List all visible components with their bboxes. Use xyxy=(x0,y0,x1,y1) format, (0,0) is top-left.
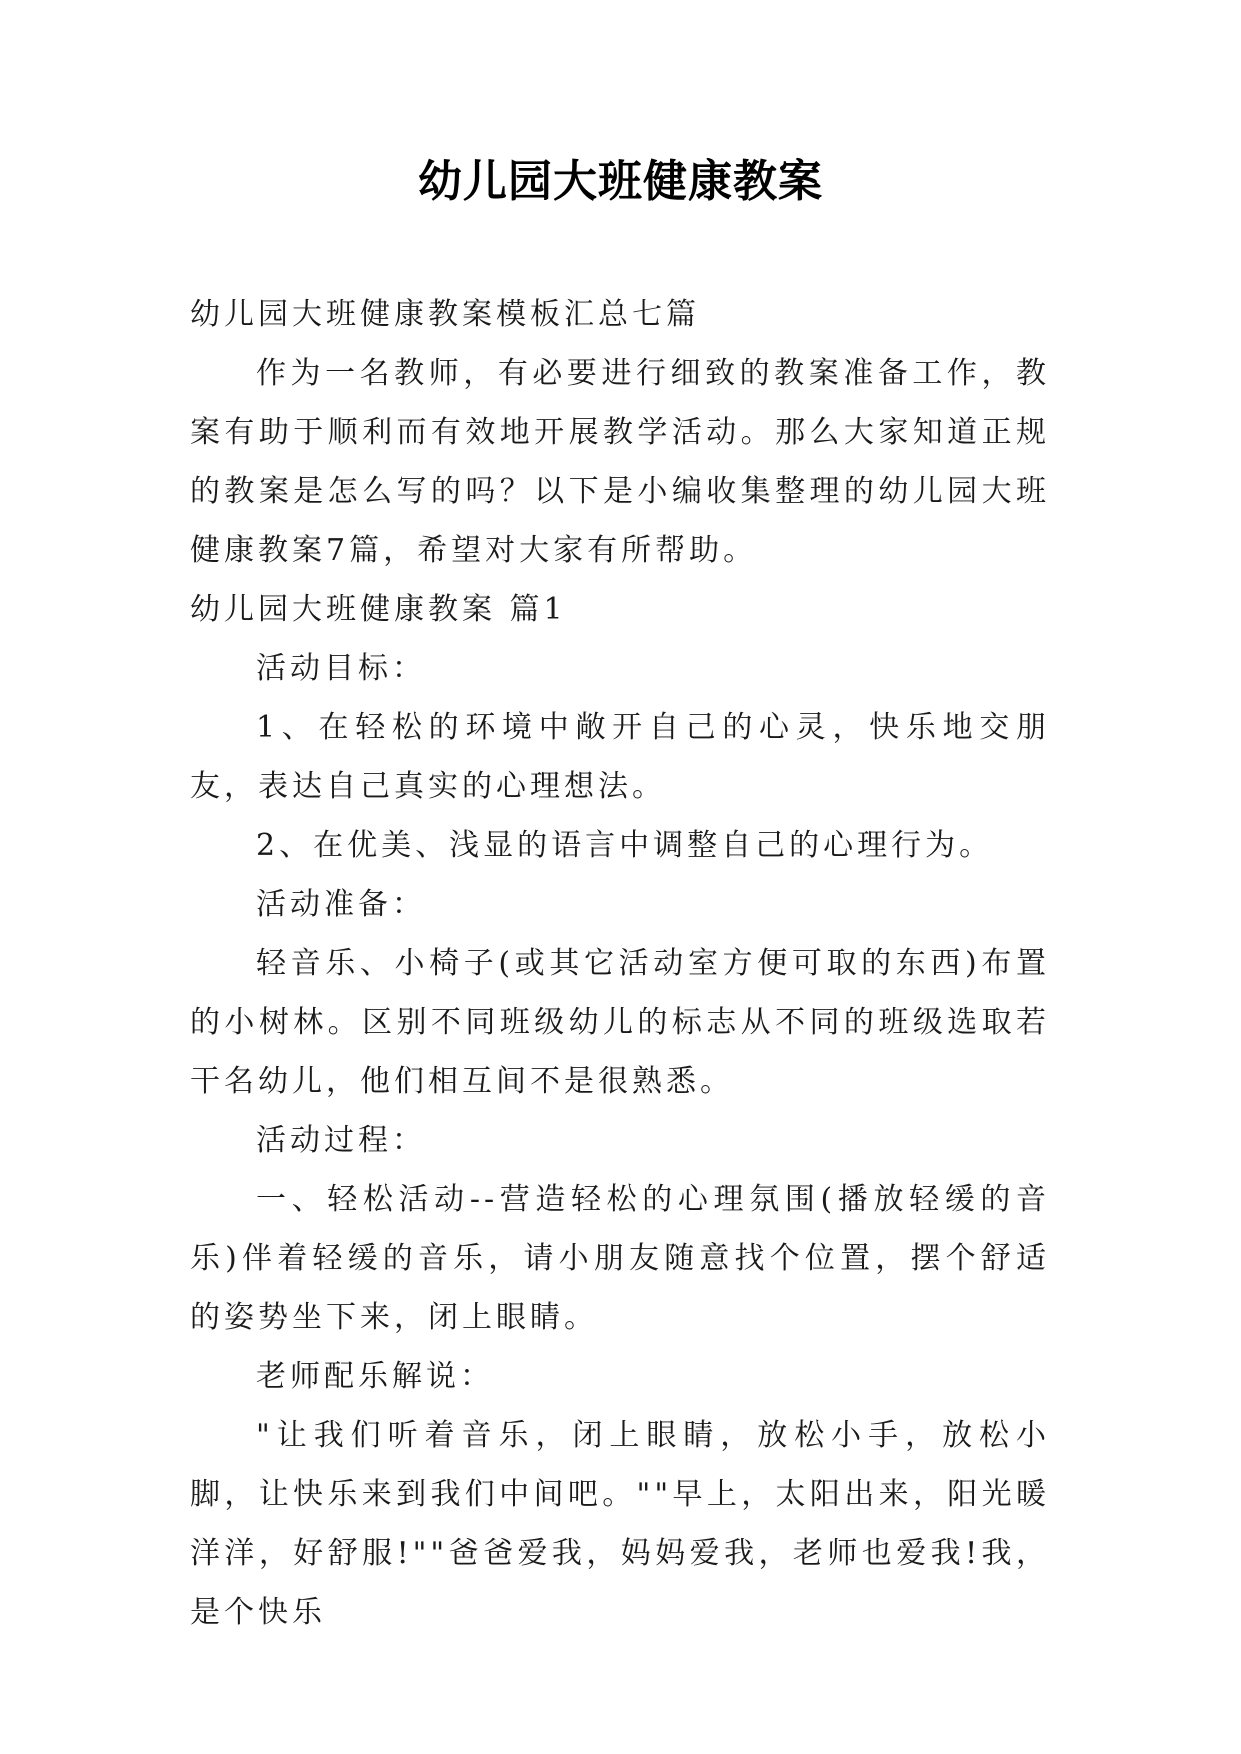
section-heading: 幼儿园大班健康教案 篇1 xyxy=(190,592,567,627)
goals-heading: 活动目标： xyxy=(256,651,426,686)
narration-heading: 老师配乐解说： xyxy=(256,1359,494,1394)
document-body xyxy=(190,285,1050,1642)
intro-paragraph: 作为一名教师，有必要进行细致的教案准备工作，教案有助于顺利而有效地开展教学活动。那么大家知道正规的教案是怎么写的吗？以下是小编收集整理的幼儿园大班健康教案7篇，希望对大家有所帮助。 xyxy=(190,356,1050,568)
preparation-paragraph: 轻音乐、小椅子(或其它活动室方便可取的东西)布置的小树林。区别不同班级幼儿的标志从不同的班级选取若干名幼儿，他们相互间不是很熟悉。 xyxy=(190,946,1050,1099)
process-heading: 活动过程： xyxy=(256,1123,426,1158)
goal-item-2: 2、在优美、浅显的语言中调整自己的心理行为。 xyxy=(256,828,994,863)
preparation-heading: 活动准备： xyxy=(256,887,426,922)
goal-item-1: 1、在轻松的环境中敞开自己的心灵，快乐地交朋友，表达自己真实的心理想法。 xyxy=(190,710,1050,804)
document-title: 幼儿园大班健康教案 xyxy=(418,156,823,207)
process-step-1: 一、轻松活动--营造轻松的心理氛围(播放轻缓的音乐)伴着轻缓的音乐，请小朋友随意找个位置，摆个舒适的姿势坐下来，闭上眼睛。 xyxy=(190,1182,1050,1335)
subtitle-paragraph: 幼儿园大班健康教案模板汇总七篇 xyxy=(190,297,700,332)
narration-paragraph: "让我们听着音乐，闭上眼睛，放松小手，放松小脚，让快乐来到我们中间吧。""早上，太阳出来，阳光暖洋洋，好舒服!""爸爸爱我，妈妈爱我，老师也爱我!我，是个快乐 xyxy=(190,1418,1050,1630)
